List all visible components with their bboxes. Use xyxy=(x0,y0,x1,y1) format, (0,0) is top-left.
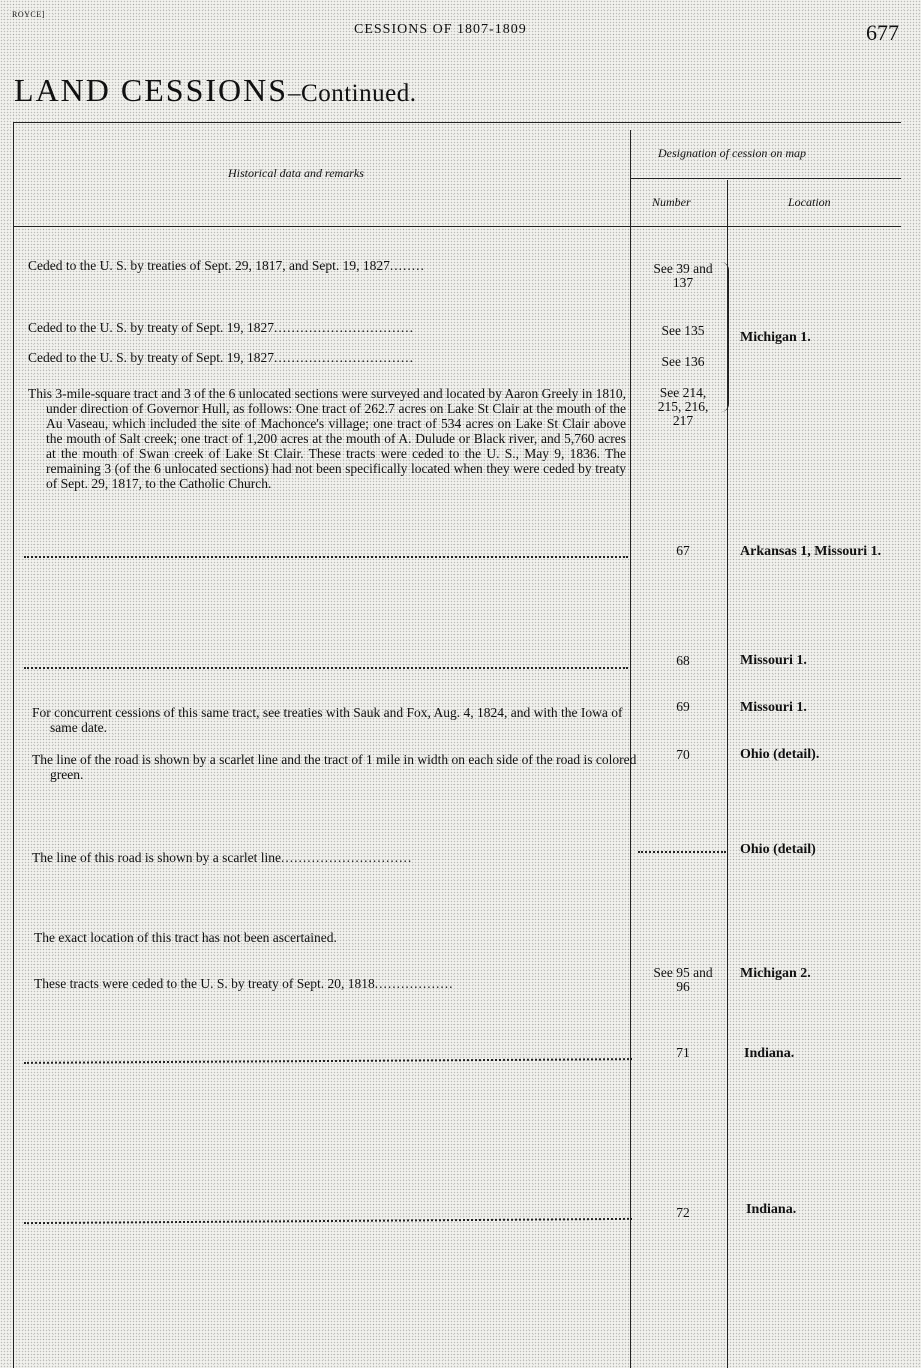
table-row-remark: Ceded to the U. S. by treaties of Sept. 29, 1817, and Sept. 19, 1827........ xyxy=(28,258,425,273)
header-remarks: Historical data and remarks xyxy=(228,166,364,180)
table-row-number: See 95 and 96 xyxy=(653,965,713,994)
table-row-leader xyxy=(24,1058,632,1064)
table-row-leader xyxy=(638,851,726,853)
header-number: Number xyxy=(652,195,691,209)
table-row-location: Missouri 1. xyxy=(740,700,807,715)
table-left-rule xyxy=(13,122,14,1368)
running-head-author: ROYCE] xyxy=(12,10,45,19)
table-row-remark: The line of the road is shown by a scarlet line and the tract of 1 mile in width on each side of the road is colored green. xyxy=(32,752,637,782)
page-title xyxy=(14,72,416,109)
table-row-location: Arkansas 1, Missouri 1. xyxy=(740,544,882,559)
table-row-number: 71 xyxy=(676,1045,690,1060)
table-row-remark: Ceded to the U. S. by treaty of Sept. 19, 1827................................ xyxy=(28,350,414,365)
table-row-location: Ohio (detail) xyxy=(740,842,816,857)
table-row-number: See 39 and 137 xyxy=(653,261,713,290)
table-row-leader xyxy=(24,1218,632,1224)
table-row-remark: Ceded to the U. S. by treaty of Sept. 19, 1827................................ xyxy=(28,320,414,335)
table-row-remark: For concurrent cessions of this same tract, see treaties with Sauk and Fox, Aug. 4, 1824, and with the Iowa of same date. xyxy=(32,705,623,735)
title-continued: –Continued. xyxy=(288,80,417,107)
header-location: Location xyxy=(788,195,831,209)
table-row-location: Michigan 2. xyxy=(740,966,811,981)
table-row-location: Ohio (detail). xyxy=(740,747,820,762)
page-number: 677 xyxy=(866,20,899,45)
table-row-number: 69 xyxy=(676,699,690,714)
table-row-number: 70 xyxy=(676,747,690,762)
table-row-number: See 136 xyxy=(661,354,705,369)
table-row-leader xyxy=(24,556,628,558)
table-row-location: Michigan 1. xyxy=(740,330,811,345)
column-divider-remarks xyxy=(630,130,631,1368)
table-row-remark: The line of this road is shown by a scarlet line.............................. xyxy=(32,850,413,865)
designation-subheader-rule xyxy=(631,178,901,179)
table-row-number: See 135 xyxy=(661,323,705,338)
table-row-location: Indiana. xyxy=(746,1202,797,1217)
header-designation: Designation of cession on map xyxy=(658,146,806,160)
table-top-rule xyxy=(13,122,901,123)
table-row-brace xyxy=(718,262,729,412)
table-row-leader xyxy=(24,667,628,669)
table-row-number: See 214, 215, 216, 217 xyxy=(657,385,709,428)
table-row-remark: The exact location of this tract has not been ascertained. xyxy=(34,930,337,945)
table-row-remark: These tracts were ceded to the U. S. by treaty of Sept. 20, 1818.................. xyxy=(34,976,454,991)
title-main: LAND CESSIONS xyxy=(14,72,289,108)
table-row-remark: This 3-mile-square tract and 3 of the 6 unlocated sections were surveyed and located by Aaron Greely in 1810, under direction of Governor Hull, as follows: One tract of 262.7 acres on Lake St Clair at the mouth of the Au Vaseau, which included the site of Machonce's village; one tract of 534 acres on Lake St Clair above the mouth of Salt creek; one tract of 1,200 acres at the mouth of A. Dulude or Black river, and 5,760 acres at the mouth of Swan creek of Lake St Clair. These tracts were ceded to the U. S., May 9, 1836. The remaining 3 (of the 6 unlocated sections) had not been specifically located when they were ceded by treaty of Sept. 29, 1817, to the Catholic Church. xyxy=(28,386,626,491)
table-row-location: Missouri 1. xyxy=(740,653,807,668)
table-row-number: 67 xyxy=(676,543,690,558)
table-row-number: 68 xyxy=(676,653,690,668)
table-row-location: Indiana. xyxy=(744,1046,795,1061)
header-bottom-rule xyxy=(13,226,901,227)
table-row-number: 72 xyxy=(676,1205,690,1220)
running-head-title: CESSIONS OF 1807-1809 xyxy=(354,22,527,37)
